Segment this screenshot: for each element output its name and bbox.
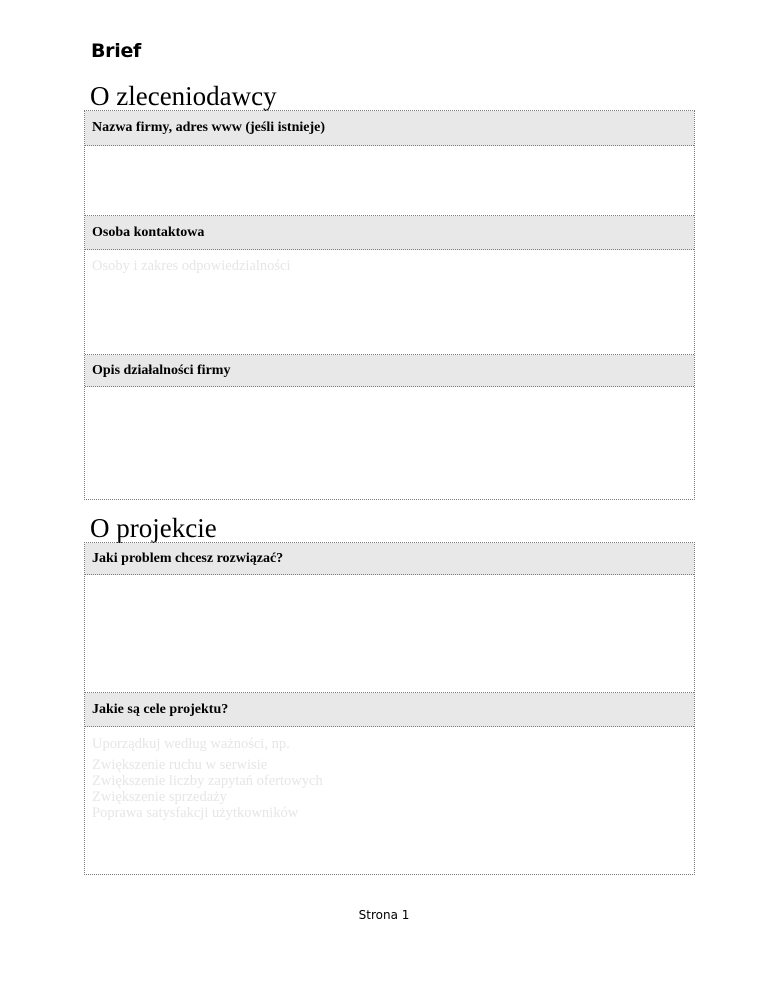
page-number: Strona 1 — [358, 908, 410, 922]
business-label-row — [85, 355, 694, 387]
company-label: Nazwa firmy, adres www (jeśli istnieje) — [92, 120, 326, 135]
business-field[interactable] — [85, 387, 694, 499]
business-label: Opis działalności firmy — [92, 362, 231, 378]
section-heading-project: O projekcie — [90, 513, 217, 543]
goals-hint-item: Zwiększenie sprzedaży — [92, 789, 227, 805]
goals-label: Jakie są cele projektu? — [92, 701, 229, 717]
contact-label: Osoba kontaktowa — [92, 224, 205, 240]
goals-field[interactable] — [85, 727, 694, 874]
project-form-table — [84, 542, 695, 875]
goals-hint-item: Zwiększenie ruchu w serwisie — [92, 757, 268, 773]
contact-field[interactable] — [85, 250, 694, 355]
company-label-row — [85, 111, 694, 146]
problem-field[interactable] — [85, 575, 694, 693]
problem-label: Jaki problem chcesz rozwiązać? — [92, 550, 284, 566]
goals-hint-item: Poprawa satysfakcji użytkowników — [92, 805, 299, 821]
section-heading-client: O zleceniodawcy — [90, 81, 277, 111]
goals-hint-intro: Uporządkuj według ważności, np. — [92, 736, 290, 752]
contact-hint: Osoby i zakres odpowiedzialności — [92, 258, 291, 274]
goals-label-row — [85, 693, 694, 727]
client-form-table — [84, 110, 695, 500]
problem-label-row — [85, 543, 694, 575]
goals-hint-item: Zwiększenie liczby zapytań ofertowych — [92, 773, 323, 789]
document-title: Brief — [91, 40, 142, 62]
contact-label-row — [85, 216, 694, 250]
company-field[interactable] — [85, 146, 694, 216]
